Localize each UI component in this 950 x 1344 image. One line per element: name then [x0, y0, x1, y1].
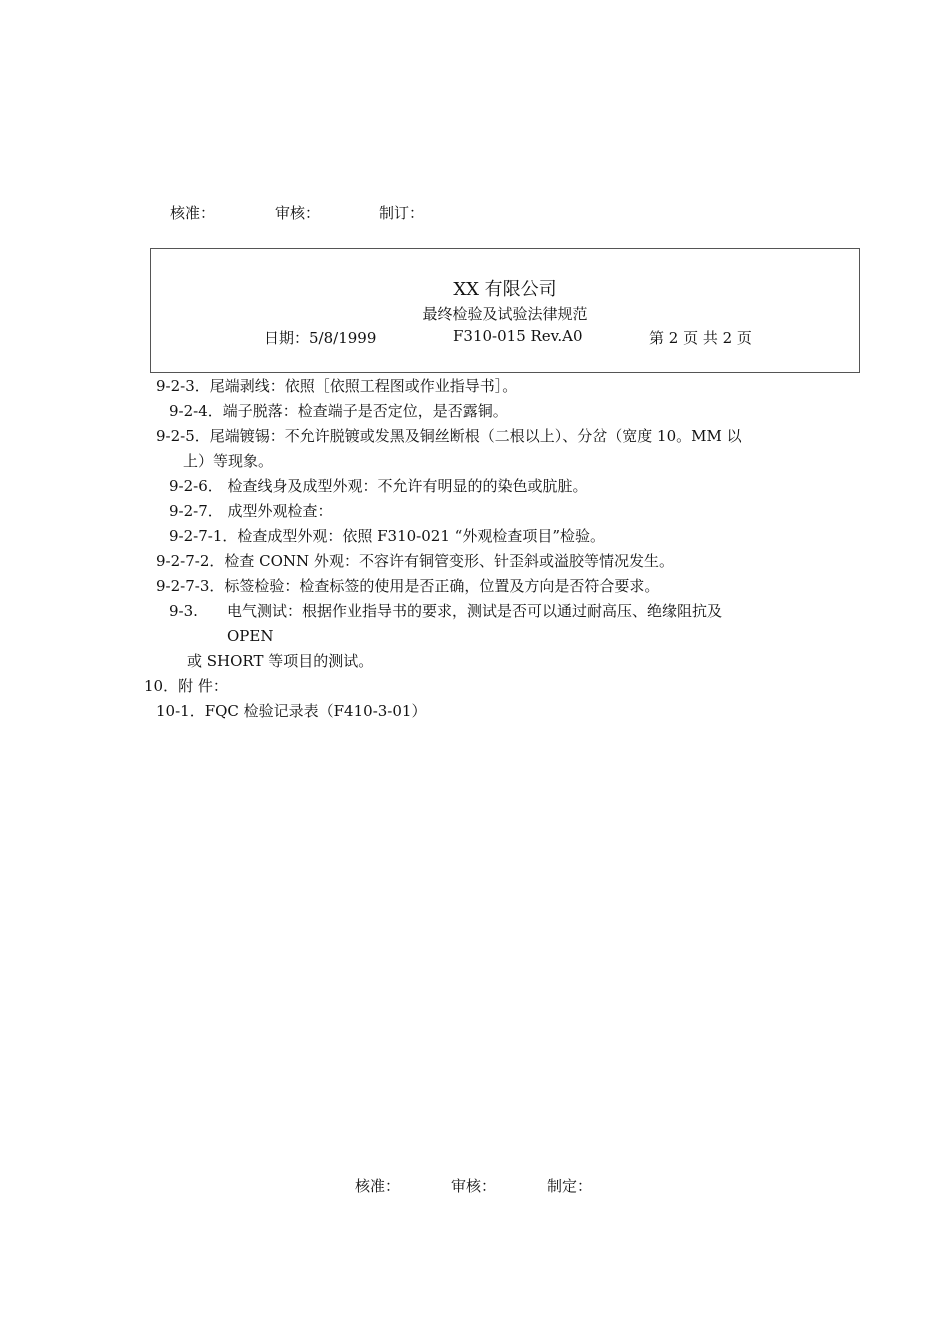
top-review-label: 审核： [275, 204, 321, 222]
body-line: 9-2-7-1．检查成型外观：依照 F310-021 “外观检查项目”检验。 [169, 527, 605, 545]
top-approve-label: 核准： [170, 204, 216, 222]
body-line: 10-1．FQC 检验记录表（F410-3-01） [156, 702, 427, 720]
body-line: 或 SHORT 等项目的测试。 [187, 652, 374, 670]
company-name: XX 有限公司 [453, 279, 557, 300]
body-line: 9-2-4．端子脱落：检查端子是否定位，是否露铜。 [169, 402, 508, 420]
header-page-count: 第 2 页 共 2 页 [649, 329, 752, 347]
header-date: 日期：5/8/1999 [264, 329, 377, 347]
bottom-approve-label: 核准： [355, 1177, 401, 1195]
section-heading: 10．附 件： [144, 677, 228, 695]
body-line: 上）等现象。 [183, 452, 274, 470]
body-line: 9-2-7． 成型外观检查： [169, 502, 333, 520]
bottom-draft-label: 制定： [547, 1177, 593, 1195]
bottom-review-label: 审核： [451, 1177, 497, 1195]
body-line: OPEN [227, 627, 274, 645]
body-line: 9-2-6． 检查线身及成型外观：不允许有明显的的染色或肮脏。 [169, 477, 588, 495]
body-line: 电气测试：根据作业指导书的要求，测试是否可以通过耐高压、绝缘阻抗及 [227, 602, 723, 620]
document-header-box [150, 248, 860, 373]
document-title: 最终检验及试验法律规范 [422, 305, 588, 323]
top-draft-label: 制订： [379, 204, 425, 222]
body-line: 9-2-7-2．检查 CONN 外观：不容许有铜管变形、针歪斜或溢胶等情况发生。 [156, 552, 674, 570]
body-line: 9-2-3．尾端剥线：依照［依照工程图或作业指导书］。 [156, 377, 518, 395]
header-doc-number: F310-015 Rev.A0 [453, 327, 583, 345]
body-line: 9-2-5．尾端镀锡：不允许脱镀或发黑及铜丝断根（二根以上）、分岔（宽度 10。MM 以 [156, 427, 742, 445]
body-line: 9-2-7-3．标签检验：检查标签的使用是否正确，位置及方向是否符合要求。 [156, 577, 660, 595]
section-number: 9-3. [169, 602, 198, 620]
